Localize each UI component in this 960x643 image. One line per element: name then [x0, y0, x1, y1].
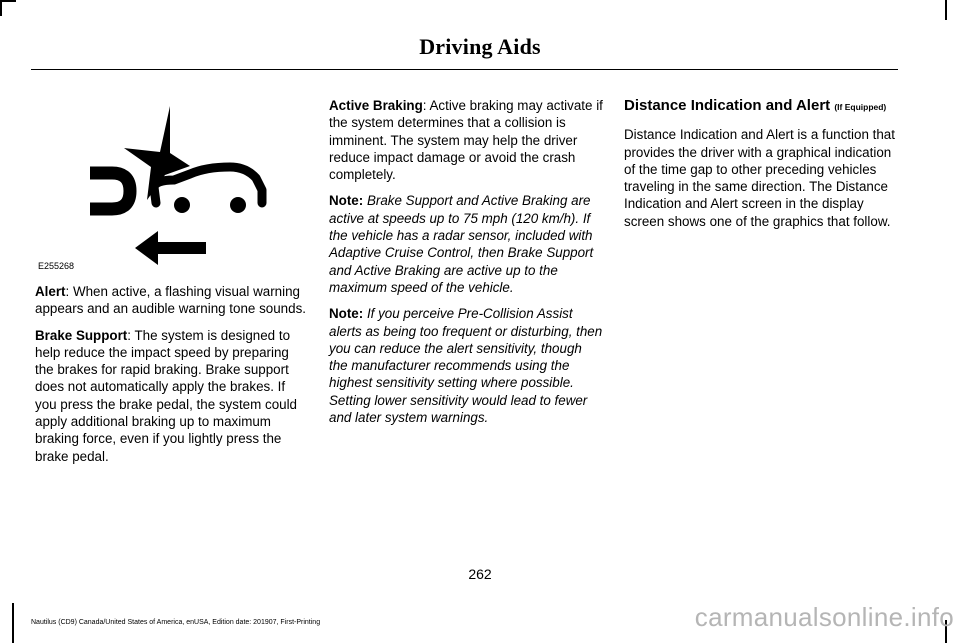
- alert-paragraph: [35, 283, 307, 318]
- active-braking-paragraph: [329, 97, 604, 183]
- section-heading-text: Distance Indication and Alert: [624, 97, 831, 114]
- brake-support-text: : The system is designed to help reduce the impact speed by preparing the brakes for rapid braking. Brake support does not automatically apply the brakes. If you press the brake pedal, the system could apply additional braking up to maximum braking force, even if you lightly press the brake pedal.: [35, 327, 298, 464]
- note-label: Note:: [329, 306, 364, 322]
- figure-code: E255268: [38, 261, 75, 271]
- active-braking-term: Active Braking: [329, 98, 423, 113]
- footer-edition-info: Nautilus (CD9) Canada/United States of America, enUSA, Edition date: 201907, First-Printing: [31, 619, 321, 626]
- note-sensitivity: [329, 305, 604, 426]
- column-3: [624, 97, 896, 239]
- brake-support-term: Brake Support: [35, 327, 128, 343]
- distance-indication-paragraph: Distance Indication and Alert is a function that provides the driver with a graphical indication of the time gap to other preceding vehicles traveling in the same direction. The Distance Indication and Alert screen in the display screen shows one of the graphics that follow.: [624, 127, 895, 229]
- crop-mark-top-right: [945, 0, 947, 20]
- column-1: [35, 283, 307, 474]
- column-2: [329, 97, 604, 435]
- note-text: If you perceive Pre-Collision Assist alerts as being too frequent or disturbing, then you can reduce the alert sensitivity, though the manufacturer recommends using the highest sensitivity setting where possible. Setting lower sensitivity would lead to fewer and later system warnings.: [329, 306, 603, 426]
- page-title: Driving Aids: [419, 34, 541, 59]
- active-braking-text: : Active braking may activate if the system determines that a collision is imminent. The system may help the driver reduce impact damage or avoid the crash completely.: [329, 98, 603, 183]
- crop-mark-bottom-left: [12, 603, 14, 643]
- alert-text: : When active, a flashing visual warning appears and an audible warning tone sounds.: [35, 284, 306, 317]
- section-heading-suffix: (If Equipped): [834, 102, 887, 112]
- note-speed: [329, 192, 604, 296]
- page-number: 262: [468, 566, 492, 582]
- header-divider: [31, 69, 898, 70]
- vehicle-front-wheel: [174, 197, 190, 213]
- alert-sound-wave-shape: [90, 173, 130, 209]
- collision-warning-icon: [34, 94, 306, 276]
- alert-term: Alert: [35, 284, 66, 299]
- note-text: Brake Support and Active Braking are active at speeds up to 75 mph (120 km/h). If the vehicle has a radar sensor, included with Adaptive Cruise Control, then Brake Support and Active Braking are active up to the maximum speed of the vehicle.: [329, 193, 594, 295]
- vehicle-rear-wheel: [230, 197, 246, 213]
- section-heading: [624, 97, 896, 116]
- watermark-link[interactable]: carmanualsonline.info: [694, 602, 954, 632]
- brake-support-paragraph: [35, 327, 307, 465]
- note-label: Note:: [329, 193, 364, 209]
- brake-arrow-shape: [135, 231, 206, 265]
- crop-mark-top-left-h: [0, 0, 16, 2]
- crop-mark-top-left: [0, 0, 2, 16]
